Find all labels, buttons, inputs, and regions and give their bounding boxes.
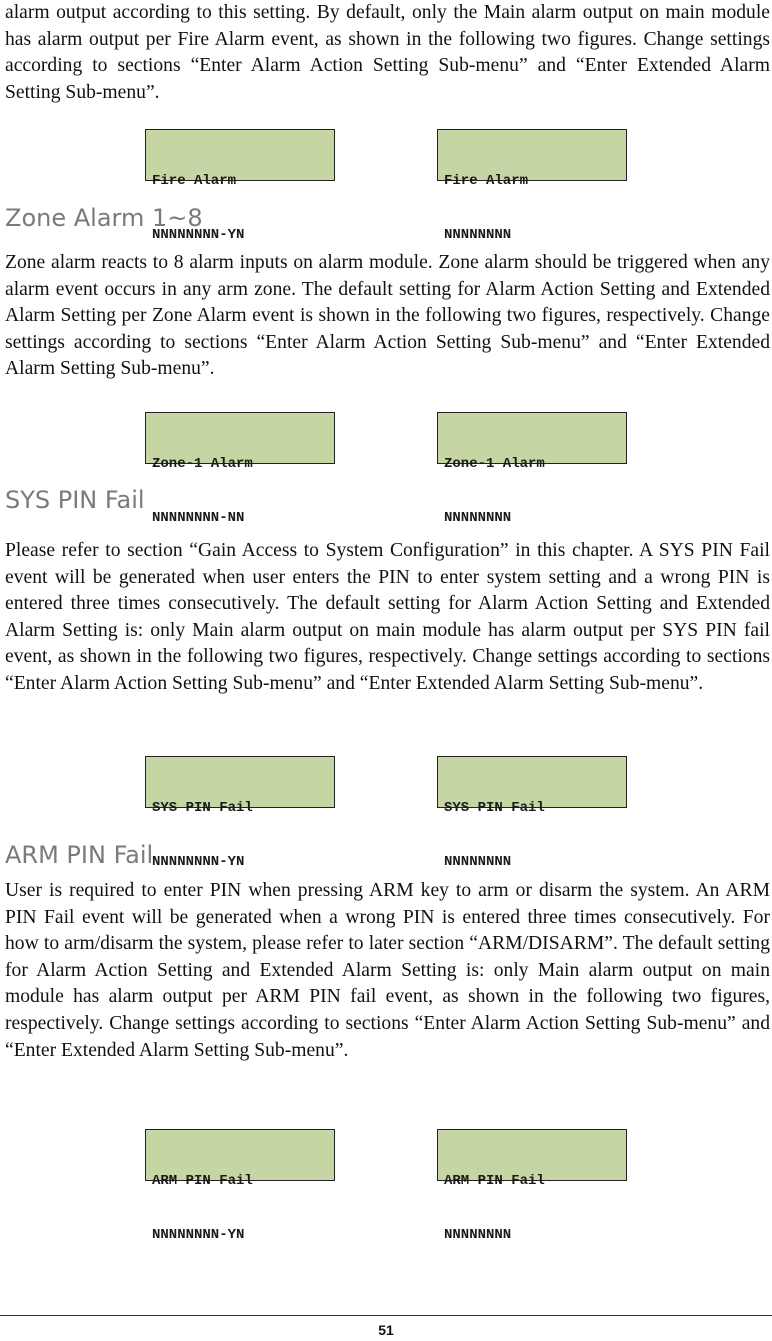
lcd-line-2: NNNNNNNN: [444, 1227, 512, 1243]
lcd-fire-alarm-action: [145, 129, 335, 243]
lcd-arm-pin-extended: [437, 1129, 627, 1243]
heading-zone-alarm: Zone Alarm 1~8: [5, 204, 203, 232]
arm-pin-paragraph: User is required to enter PIN when pressing ARM key to arm or disarm the system. An ARM PIN Fail event will be generated when a wrong PIN is entered three times consecutively. For how to arm/disarm the system, please refer to later section “ARM/DISARM”. The default setting for Alarm Action Setting and Extended Alarm Setting is: only Main alarm output on main module has alarm output per ARM PIN fail event, as shown in the following two figures, respectively. Change settings according to sections “Enter Alarm Action Setting Sub-menu” and “Enter Extended Alarm Setting Sub-menu”.: [5, 880, 770, 1061]
heading-sys-pin-fail: SYS PIN Fail: [5, 486, 145, 514]
lcd-line-2: NNNNNNNN-YN: [152, 854, 245, 870]
lcd-arm-pin-action: [145, 1129, 335, 1243]
lcd-line-2: NNNNNNNN: [444, 510, 512, 526]
lcd-zone-alarm-extended: [437, 412, 627, 526]
lcd-fire-alarm-extended: [437, 129, 627, 243]
sys-pin-paragraph: Please refer to section “Gain Access to System Configuration” in this chapter. A SYS PIN Fail event will be generated when user enters the PIN to enter system setting and a wrong PIN is entered three times consecutively. The default setting for Alarm Action Setting and Extended Alarm Setting is: only Main alarm output on main module has alarm output per SYS PIN fail event, as shown in the following two figures, respectively. Change settings according to sections “Enter Alarm Action Setting Sub-menu” and “Enter Extended Alarm Setting Sub-menu”.: [5, 540, 770, 694]
lcd-line-1: Fire Alarm: [444, 173, 529, 189]
heading-arm-pin-fail: ARM PIN Fail: [5, 841, 154, 869]
lcd-line-1: SYS PIN Fail: [152, 800, 253, 816]
lcd-line-1: Zone-1 Alarm: [152, 456, 253, 472]
lcd-line-1: Zone-1 Alarm: [444, 456, 545, 472]
lcd-sys-pin-extended: [437, 756, 627, 870]
lcd-line-1: ARM PIN Fail: [444, 1173, 545, 1189]
lcd-line-2: NNNNNNNN-NN: [152, 510, 245, 526]
lcd-line-1: Fire Alarm: [152, 173, 237, 189]
lcd-zone-alarm-action: [145, 412, 335, 526]
lcd-line-2: NNNNNNNN: [444, 854, 512, 870]
lcd-line-1: ARM PIN Fail: [152, 1173, 253, 1189]
lcd-line-2: NNNNNNNN-YN: [152, 227, 245, 243]
lcd-sys-pin-action: [145, 756, 335, 870]
intro-paragraph: alarm output according to this setting. By default, only the Main alarm output on main module has alarm output per Fire Alarm event, as shown in the following two figures. Change settings according to sections “Enter Alarm Action Setting Sub-menu” and “Enter Extended Alarm Setting Sub-menu”.: [5, 2, 770, 103]
lcd-line-2: NNNNNNNN-YN: [152, 1227, 245, 1243]
footer-divider: [0, 1315, 772, 1316]
lcd-line-1: SYS PIN Fail: [444, 800, 545, 816]
page-number: 51: [378, 1322, 394, 1338]
lcd-line-2: NNNNNNNN: [444, 227, 512, 243]
zone-alarm-paragraph: Zone alarm reacts to 8 alarm inputs on alarm module. Zone alarm should be triggered when any alarm event occurs in any arm zone. The default setting for Alarm Action Setting and Extended Alarm Setting per Zone Alarm event is shown in the following two figures, respectively. Change settings according to sections “Enter Alarm Action Setting Sub-menu” and “Enter Extended Alarm Setting Sub-menu”.: [5, 252, 770, 380]
